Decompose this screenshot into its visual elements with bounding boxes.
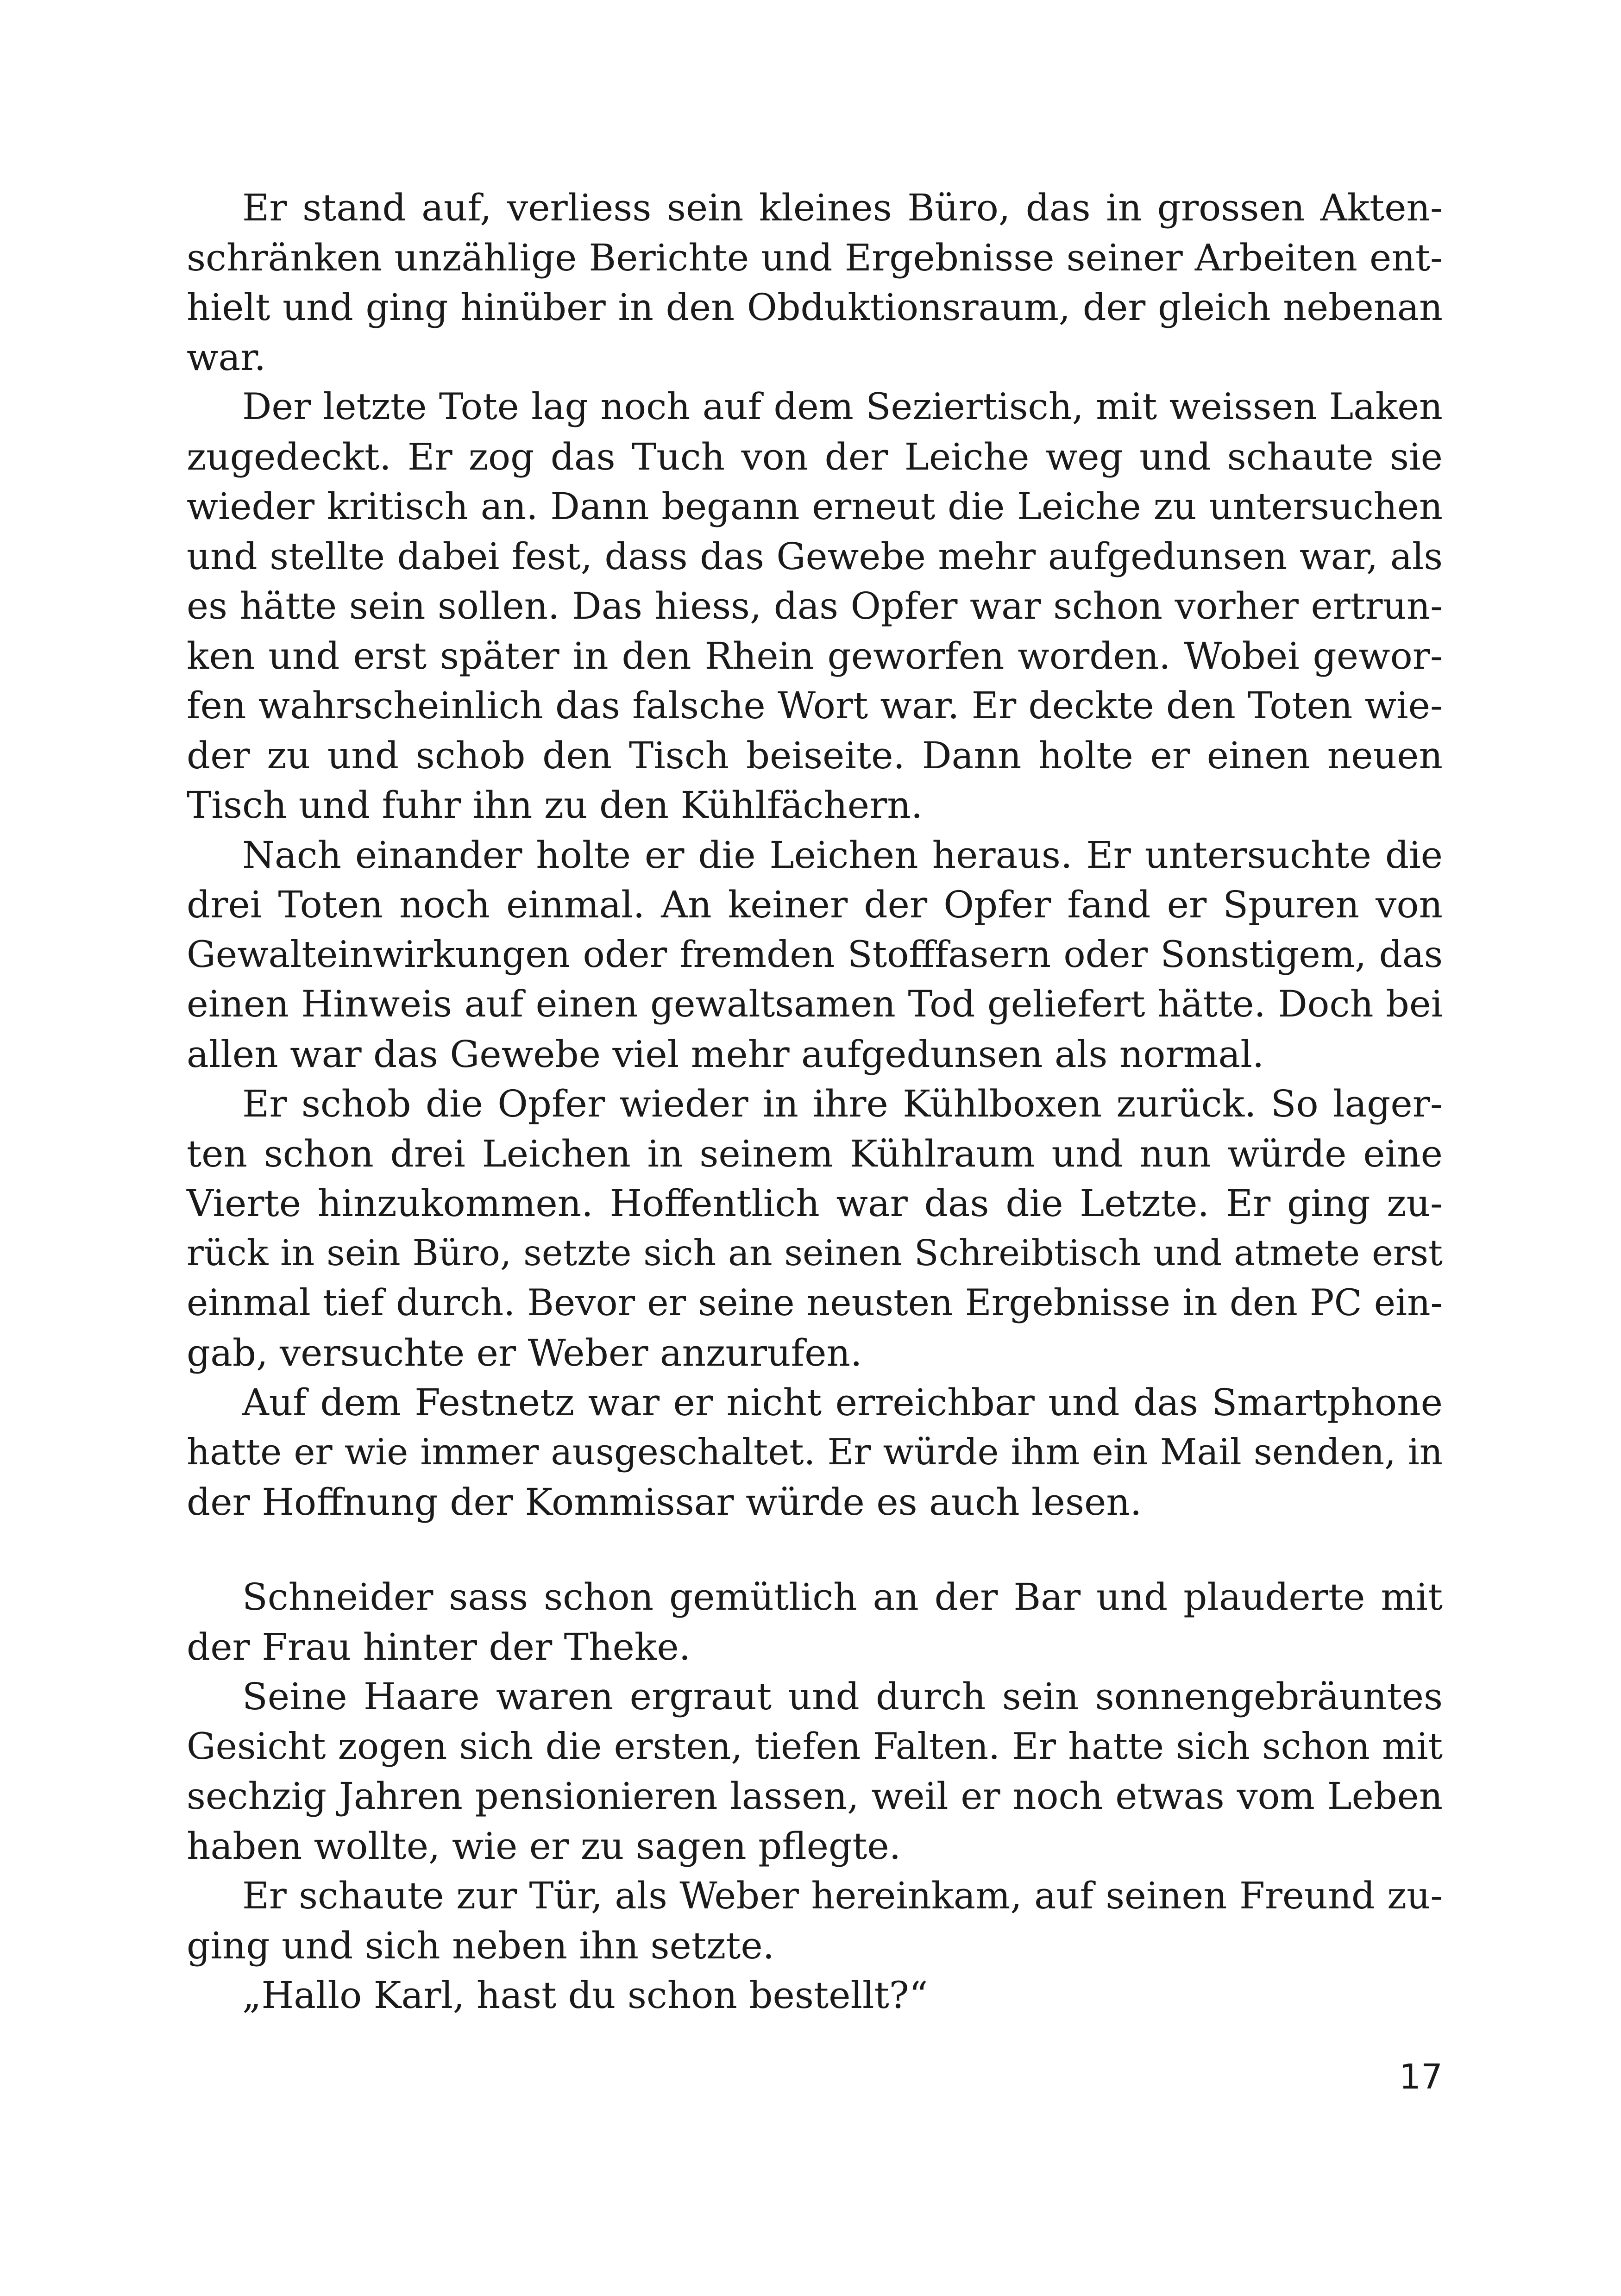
page-number: 17 bbox=[1399, 2057, 1443, 2097]
text-line: „Hallo Karl, hast du schon bestellt?“ bbox=[242, 1974, 928, 2017]
text-line: sechzig Jahren pensionieren lassen, weil er noch etwas vom Leben bbox=[187, 1775, 1443, 1818]
text-section-2 bbox=[187, 1572, 1443, 2020]
text-line: der Frau hinter der Theke. bbox=[187, 1625, 691, 1669]
text-line: Er schaute zur Tür, als Weber hereinkam, auf seinen Freund zu- bbox=[242, 1874, 1443, 1917]
text-line: hatte er wie immer ausgeschaltet. Er würde ihm ein Mail senden, in bbox=[187, 1431, 1443, 1473]
text-line: haben wollte, wie er zu sagen pflegte. bbox=[187, 1824, 901, 1868]
text-line: drei Toten noch einmal. An keiner der Opfer fand er Spuren von bbox=[187, 883, 1443, 926]
text-line: rück in sein Büro, setzte sich an seinen Schreibtisch und atmete erst bbox=[187, 1232, 1443, 1274]
text-line: Tisch und fuhr ihn zu den Kühlfächern. bbox=[187, 784, 923, 827]
text-line: Nach einander holte er die Leichen heraus. Er untersuchte die bbox=[242, 833, 1443, 877]
text-line: ging und sich neben ihn setzte. bbox=[187, 1924, 775, 1967]
text-line: Vierte hinzukommen. Hoffentlich war das die Letzte. Er ging zu- bbox=[187, 1182, 1443, 1225]
text-line: ten schon drei Leichen in seinem Kühlraum und nun würde eine bbox=[187, 1132, 1443, 1175]
text-line: Schneider sass schon gemütlich an der Bar und plauderte mit bbox=[242, 1575, 1443, 1618]
text-line: hielt und ging hinüber in den Obduktionsraum, der gleich nebenan bbox=[187, 286, 1443, 329]
text-line: einen Hinweis auf einen gewaltsamen Tod geliefert hätte. Doch bei bbox=[187, 983, 1443, 1025]
text-line: Gesicht zogen sich die ersten, tiefen Falten. Er hatte sich schon mit bbox=[187, 1725, 1443, 1768]
text-line: Er schob die Opfer wieder in ihre Kühlboxen zurück. So lager- bbox=[242, 1082, 1443, 1125]
text-line: schränken unzählige Berichte und Ergebnisse seiner Arbeiten ent- bbox=[187, 236, 1443, 279]
text-line: der Hoffnung der Kommissar würde es auch lesen. bbox=[187, 1480, 1142, 1524]
text-line: Der letzte Tote lag noch auf dem Seziertisch, mit weissen Laken bbox=[242, 385, 1443, 428]
text-line: der zu und schob den Tisch beiseite. Dann holte er einen neuen bbox=[187, 734, 1443, 777]
text-line: Gewalteinwirkungen oder fremden Stofffasern oder Sonstigem, das bbox=[187, 933, 1443, 976]
text-line: und stellte dabei fest, dass das Gewebe mehr aufgedunsen war, als bbox=[187, 534, 1443, 578]
text-line: Seine Haare waren ergraut und durch sein sonnengebräuntes bbox=[242, 1675, 1443, 1718]
text-line: allen war das Gewebe viel mehr aufgedunsen als normal. bbox=[187, 1032, 1264, 1076]
text-line: zugedeckt. Er zog das Tuch von der Leiche weg und schaute sie bbox=[187, 435, 1443, 478]
text-line: einmal tief durch. Bevor er seine neusten Ergebnisse in den PC ein- bbox=[187, 1282, 1443, 1324]
text-line: es hätte sein sollen. Das hiess, das Opfer war schon vorher ertrun- bbox=[187, 584, 1443, 627]
text-line: fen wahrscheinlich das falsche Wort war. Er deckte den Toten wie- bbox=[187, 684, 1443, 727]
text-line: Er stand auf, verliess sein kleines Büro, das in grossen Akten- bbox=[242, 186, 1443, 229]
text-line: wieder kritisch an. Dann begann erneut die Leiche zu untersuchen bbox=[187, 485, 1443, 528]
text-line: ken und erst später in den Rhein geworfen worden. Wobei gewor- bbox=[187, 634, 1443, 678]
text-line: Auf dem Festnetz war er nicht erreichbar und das Smartphone bbox=[242, 1381, 1443, 1424]
text-line: gab, versuchte er Weber anzurufen. bbox=[187, 1331, 862, 1374]
text-section-1 bbox=[187, 183, 1443, 1527]
text-line: war. bbox=[187, 335, 266, 379]
